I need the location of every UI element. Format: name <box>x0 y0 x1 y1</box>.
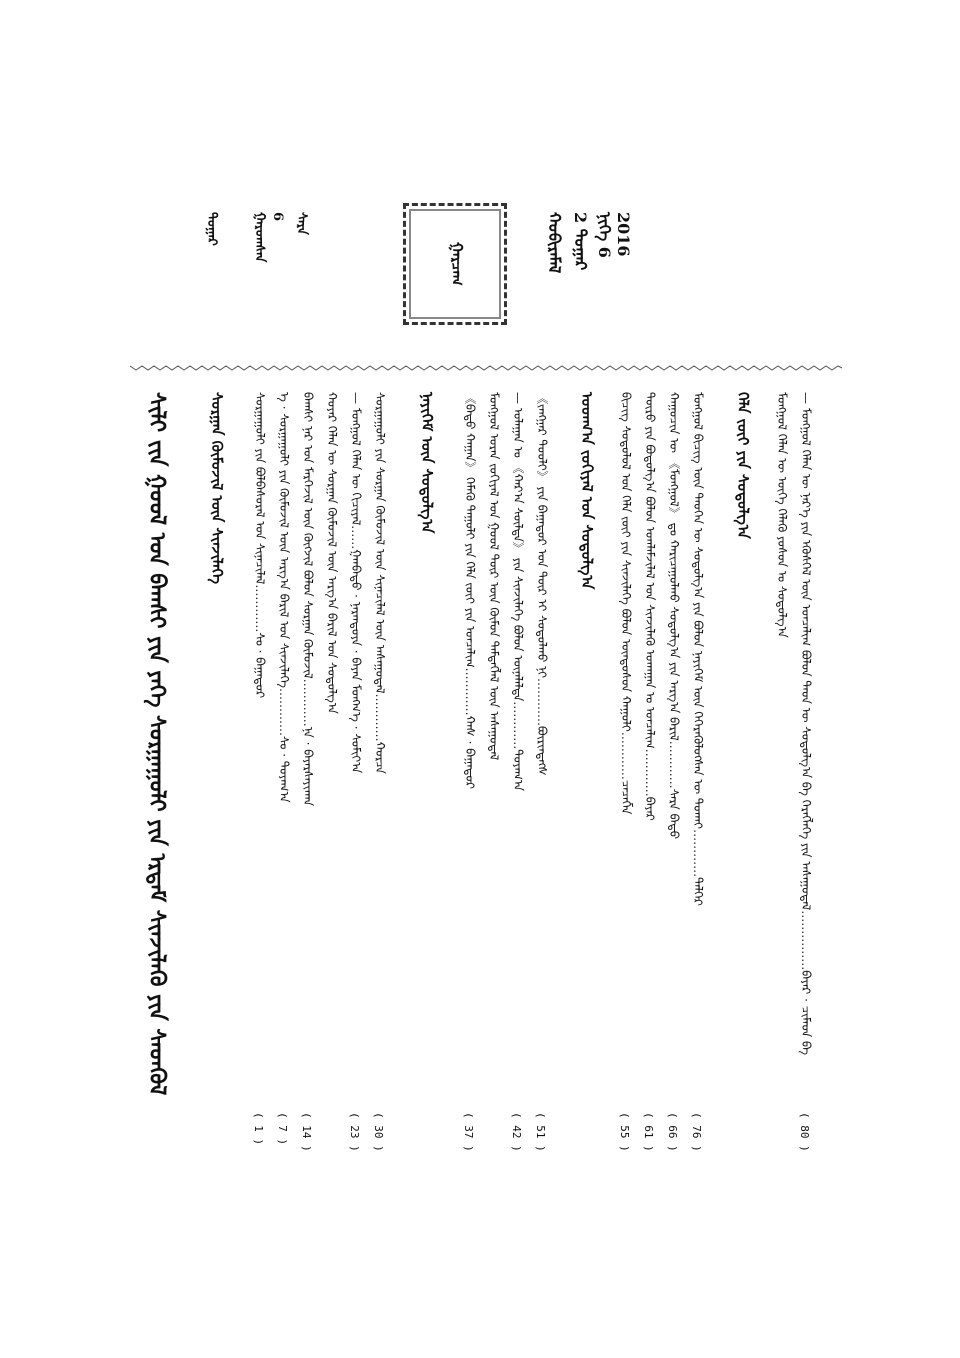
entry-3-1[interactable]: 《ᠵᠠᠩᠭᠠᠷ ᠲᠤᠤᠯᠢ》 ᠶᠢᠨ ᠪᠠᠭᠠᠳᠤᠷ ᠤᠨ ᠳᠦᠷ ᠢ ᠰᠤᠳᠤᠯᠬᠤ ᠨᠢ…………ᠪᠦᠷᠢᠨᠲᠡᠭᠰ <box>535 392 549 776</box>
page-2-2: ( 66 ) <box>666 1112 679 1152</box>
entry-2-3[interactable]: ᠲᠦᠷᠦ ᠶᠢᠨ ᠪᠣᠳᠣᠯᠭ᠎ᠠ ᠪᠣᠯᠤᠨ ᠤᠭᠯᠠᠮᠵᠢᠯᠠᠯ ᠤᠨ ᠰᠢᠨᠵᠢᠯᠡᠬᠦ ᠤᠬᠠᠭᠠᠨ ᠤ ᠣᠨᠴᠠᠯᠢᠭ…………ᠪᠠᠶᠠᠷ <box>643 392 657 821</box>
entry-4-4[interactable]: ᠪᠠᠭᠰᠢ ᠨᠠᠷ ᠤᠨ ᠮᠡᠷᠭᠡᠵᠢᠯ ᠦᠨ ᠬᠥᠭᠵᠢᠯ ᠪᠣᠯᠤᠨ ᠰᠤᠷᠭᠠᠨ ᠬᠦᠮᠦᠵᠢᠯ…………ᠨᠠ · ᠪᠠᠶᠠᠷᠰᠠᠶᠢᠬᠠᠨ <box>301 392 315 807</box>
entry-3-3[interactable]: ᠮᠣᠩᠭᠣᠯ ᠤᠷᠠᠨ ᠵᠣᠬᠢᠶᠠᠯ ᠤᠨ ᠭᠣᠣᠯ ᠳᠦᠷ ᠦᠨ ᠬᠦᠮᠦᠨ ᠲᠡᠮᠳᠡᠭᠯᠡᠯ ᠦᠨ ᠠᠰᠠᠭᠤᠳᠠᠯ <box>487 392 501 761</box>
entry-1-2[interactable]: ᠮᠣᠩᠭᠣᠯ ᠬᠡᠯᠡᠨ ᠦ ᠦᠭᠡ ᠬᠡᠯᠡᠬᠦ ᠶᠣᠰᠣᠨ ᠤ ᠰᠤᠳᠤᠯᠭ᠎ᠠ <box>775 392 789 638</box>
page-3-4: ( 37 ) <box>462 1112 475 1152</box>
page-2-1: ( 76 ) <box>690 1112 703 1152</box>
entry-4-3[interactable]: ᠬᠣᠶᠠᠷ ᠬᠡᠯᠡᠨ ᠦ ᠰᠤᠷᠭᠠᠨ ᠬᠦᠮᠦᠵᠢᠯ ᠦᠨ ᠠᠷᠭ᠎ᠠ ᠪᠠᠷᠢᠯ ᠤᠨ ᠰᠤᠳᠤᠯᠭ᠎ᠠ <box>325 392 339 714</box>
page-2-3: ( 61 ) <box>642 1112 655 1152</box>
entry-1-1[interactable]: — ᠮᠣᠩᠭᠣᠯ ᠬᠡᠯᠡᠨ ᠦ ᠨᠡᠷ᠎ᠡ ᠶᠢᠨ ᠡᠭᠦᠰᠬᠡᠯ ᠦᠨ ᠣᠨᠴᠠᠯᠢᠭ ᠪᠣᠯᠤᠨ ᠲᠡᠦᠨ ᠦ ᠰᠤᠳᠤᠯᠭ᠎ᠠ ᠪᠠ ᠬᠡᠷᠡᠭᠯᠡᠭᠡ ᠶᠢᠨ ᠠᠰᠠᠭᠤᠳᠠᠯ……………ᠪᠠᠶᠠᠷ · ᠴᠢᠮᠡᠳ ᠪᠠ <box>799 392 813 1056</box>
contents-label: ᠭᠠᠷᠴᠠᠭ <box>448 242 466 286</box>
page-3-2: ( 42 ) <box>510 1112 523 1152</box>
issue-bottom-line-2: 6 <box>270 212 285 222</box>
entry-2-2[interactable]: ᠬᠠᠭᠤᠴᠢᠨ ᠦ 《ᠮᠣᠩᠭᠣᠯ》 ᠳᠤ ᠬᠠᠷᠢᠴᠠᠭᠤᠯᠬᠤ ᠰᠤᠳᠤᠯᠭ᠎ᠠ ᠶᠢᠨ ᠠᠷᠭ᠎ᠠ ᠪᠠᠷᠢᠯ…………ᠰᠠᠷᠠ ᠪᠠᠲᠤ <box>667 392 681 839</box>
page-4-1: ( 30 ) <box>372 1112 385 1152</box>
section-heading-4: ᠰᠤᠷᠭᠠᠨ ᠬᠦᠮᠦᠵᠢᠯ ᠦᠨ ᠰᠢᠨᠵᠢᠯᠡᠭᠡ <box>208 392 226 584</box>
issue-bottom-line-4: ᠳᠤᠭᠠᠷ <box>204 212 219 246</box>
entry-4-5[interactable]: ᠡ · ᠰᠤᠷᠭᠠᠭᠤᠯᠢ ᠶᠢᠨ ᠬᠦᠮᠦᠵᠢᠯ ᠦᠨ ᠠᠷᠭ᠎ᠠ ᠪᠠᠷᠢᠯ ᠤᠨ ᠰᠢᠨᠵᠢᠯᠡᠭᠡ…………ᠰᠤ · ᠲᠤᠶᠠᠭ᠎ᠠ <box>277 392 291 803</box>
entry-3-4[interactable]: 《ᠪᠠᠲᠤ ᠬᠠᠭᠠᠨ》 ᠬᠡᠮᠡᠬᠦ ᠲᠠᠭᠤᠯᠢ ᠶᠢᠨ ᠬᠡᠯᠡ ᠵᠦᠢ ᠶᠢᠨ ᠣᠨᠴᠠᠯᠢᠭ…………ᠬᠠᠰ · ᠪᠠᠭᠠᠲᠤᠷ <box>463 392 477 790</box>
decorative-divider <box>130 364 842 372</box>
entry-4-6[interactable]: ᠰᠤᠷᠭᠠᠭᠤᠯᠢ ᠶᠢᠨ ᠪᠣᠯᠪᠠᠰᠤᠷᠠᠯ ᠤᠨ ᠰᠢᠨᠡᠴᠢᠯᠡᠯ…………ᠰᠤ · ᠪᠠᠭᠠᠲᠤᠷ <box>253 392 267 699</box>
issue-bottom-line-1: ᠰᠠᠷᠠ <box>294 212 309 235</box>
issue-month-line: ᠨᠢᠭᠡ 6 <box>595 212 614 258</box>
page-1-1: ( 80 ) <box>798 1112 811 1152</box>
section-heading-3: ᠨᠡᠶᠢᠭᠡᠮ ᠦᠨ ᠰᠤᠳᠤᠯᠭ᠎ᠠ <box>418 392 436 534</box>
page-4-2: ( 23 ) <box>348 1112 361 1152</box>
section-heading-2: ᠤᠳᠬ᠎ᠠ ᠵᠣᠬᠢᠶᠠᠯ ᠤᠨ ᠰᠤᠳᠤᠯᠭ᠎ᠠ <box>578 392 596 590</box>
entry-2-4[interactable]: ᠪᠢᠴᠢᠭ᠌ ᠰᠤᠳᠤᠯᠤᠯ ᠤᠨ ᠬᠡᠯᠡ ᠵᠦᠢ ᠶᠢᠨ ᠰᠢᠨᠵᠢᠯᠡᠭᠡ ᠪᠣᠯᠤᠨ ᠦᠨᠳᠦᠰᠦᠨ ᠬᠠᠭᠤᠯᠢ…………ᠴᠡᠴᠡᠭᠮᠠ <box>619 392 633 815</box>
entry-3-2[interactable]: — ᠤᠯᠠᠭᠠᠨ ᠤ 《ᠬᠠᠷ᠎ᠠ ᠰᠦᠯᠳᠡ》 ᠶᠢᠨ ᠰᠢᠨᠵᠢᠯᠡᠭᠡ ᠪᠣᠯᠤᠨ ᠦᠨᠡᠯᠡᠯᠲᠡ…………ᠲᠤᠶᠠᠭ᠎ᠠ <box>511 392 525 791</box>
page-3-1: ( 51 ) <box>534 1112 547 1152</box>
page-4-4: ( 14 ) <box>300 1112 313 1152</box>
page-4-5: ( 7 ) <box>276 1112 289 1146</box>
page-4-6: ( 1 ) <box>252 1112 265 1146</box>
contents-label-box <box>403 203 507 325</box>
section-heading-1: ᠬᠡᠯᠡ ᠵᠦᠢ ᠶᠢᠨ ᠰᠤᠳᠤᠯᠭ᠎ᠠ <box>734 392 752 539</box>
page-2-4: ( 55 ) <box>618 1112 631 1152</box>
issue-series-line: ᠬᠣᠪᠢᠷᠠᠮᠠᠯ <box>545 212 564 274</box>
journal-title: ᠰᠢᠯᠢ ᠵᠢᠨ ᠭᠣᠣᠯ ᠤᠨ ᠪᠠᠭᠰᠢ ᠶᠢᠨ ᠶᠡᠬᠡ ᠰᠤᠷᠭᠠᠭᠤᠯᠢ ᠶᠢᠨ ᠡᠷᠳᠡᠮ ᠰᠢᠨᠵᠢᠯᠡᠬᠦ ᠶᠢᠨ ᠰᠡᠳᠬᠦᠯ <box>144 392 170 1096</box>
issue-number-line: 2 ᠳᠤᠭᠠᠷ <box>571 212 590 271</box>
issue-year-line: 2016 <box>614 212 633 257</box>
entry-4-1[interactable]: ᠰᠤᠷᠭᠠᠭᠤᠯᠢ ᠶᠢᠨ ᠰᠤᠷᠭᠠᠨ ᠬᠦᠮᠦᠵᠢᠯ ᠦᠨ ᠰᠢᠨᠡᠴᠢᠯᠡᠯ ᠦᠨ ᠠᠰᠠᠭᠤᠳᠠᠯ…………ᠬᠤᠷᠴᠠ <box>373 392 387 774</box>
entry-2-1[interactable]: ᠮᠣᠩᠭᠣᠯ ᠪᠢᠴᠢᠭ᠌ ᠦᠨ ᠲᠡᠦᠬᠡᠨ ᠦ ᠰᠤᠳᠤᠯᠭ᠎ᠠ ᠶᠢᠨ ᠪᠣᠯᠤᠨ ᠨᠡᠶᠢᠭᠡᠮ ᠦᠨ ᠭᠡᠭᠡᠷᠡᠭᠦᠯᠦᠭᠰᠡᠨ ᠦ ᠲᠤᠬᠠᠢ…………ᠳᠡᠯᠭᠡᠷ <box>691 392 705 906</box>
issue-bottom-line-3: ᠭᠠᠷᠤᠭᠰᠠᠨ <box>252 212 267 263</box>
entry-4-2[interactable]: — ᠮᠣᠩᠭᠣᠯ ᠬᠡᠯᠡᠨ ᠦ ᠬᠢᠴᠢᠶᠡᠯ……ᠭᠠᠨᠪᠠᠲᠤ · ᠨᠠᠷᠠᠨᠲᠤᠶᠠ · ᠪᠠᠶᠠᠨ ᠮᠤᠩᠬ᠎ᠡ · ᠰᠤᠮᠢᠶ᠎ᠠ <box>349 392 363 774</box>
